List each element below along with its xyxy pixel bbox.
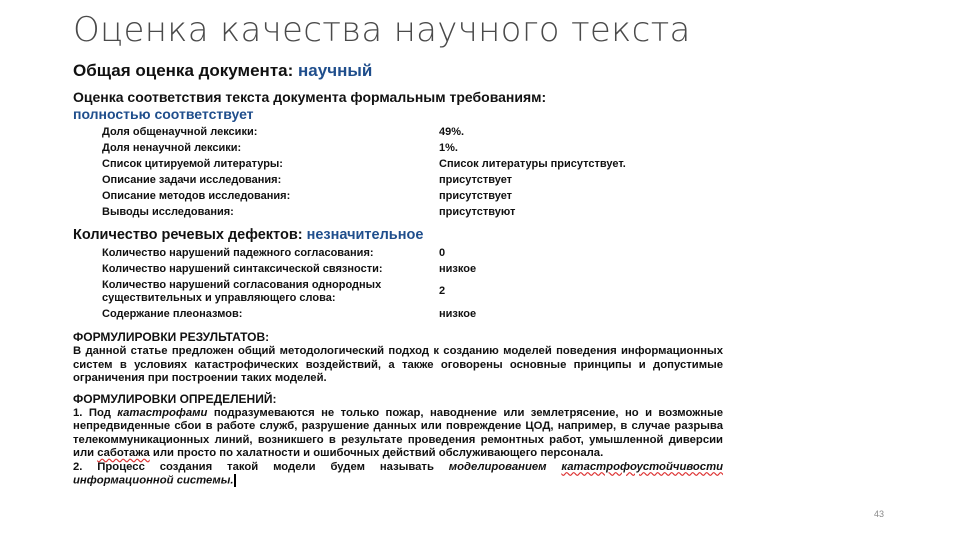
metric-row: Доля ненаучной лексики: 1%. — [102, 142, 458, 154]
defect-metrics-table — [102, 245, 723, 322]
metric-row: Содержание плеоназмов: низкое — [102, 308, 477, 320]
text-cursor — [234, 474, 236, 487]
slide-title: Оценка качества научного текста — [73, 10, 691, 50]
metric-row: Выводы исследования: присутствуют — [102, 206, 516, 218]
overall-label: Общая оценка документа: — [73, 61, 294, 80]
defects-value: незначительное — [306, 227, 424, 243]
overall-assessment — [73, 60, 723, 82]
term-modeling: моделированием — [448, 460, 547, 473]
term-catastrophes: катастрофами — [117, 406, 208, 419]
metric-row: Описание методов исследования: присутствует — [102, 190, 513, 202]
spellcheck-word: саботажа — [97, 447, 150, 459]
formal-label: Оценка соответствия текста документа формальным требованиям: — [73, 89, 547, 105]
metric-row: Количество нарушений падежного согласования: 0 — [102, 247, 446, 259]
metric-row: Количество нарушений синтаксической связности: низкое — [102, 263, 477, 275]
definitions-heading: ФОРМУЛИРОВКИ ОПРЕДЕЛЕНИЙ: — [73, 391, 277, 406]
spellcheck-word: катастрофоустойчивости — [561, 460, 724, 473]
term-information-system: информационной системы. — [73, 474, 234, 487]
metric-row: Список цитируемой литературы: Список литературы присутствует. — [102, 158, 626, 170]
metric-row: Описание задачи исследования: присутствует — [102, 174, 513, 186]
overall-value: научный — [298, 61, 373, 80]
formal-assessment — [73, 89, 723, 123]
metric-row: Доля общенаучной лексики: 49%. — [102, 126, 465, 138]
defects-assessment — [73, 227, 723, 244]
report-content — [73, 60, 723, 488]
formal-value: полностью соответствует — [73, 106, 254, 122]
defects-label: Количество речевых дефектов: — [73, 227, 303, 243]
definition-item-1: 1. Под катастрофами подразумеваются не только пожар, наводнение или землетрясение, но и возможные непредвиденные сбои в работе служб, разрушение данных или повреждение ЦОД, например, в случае разрыва телекоммуникационных линий, возникшего в результате проведения ремонтных работ, умышленной диверсии или саботажа или просто по халатности и ошибочных действий обслуживающего персонала. — [73, 406, 724, 459]
results-text: В данной статье предложен общий методологический подход к созданию моделей поведения информационных систем в условиях катастрофических воздействий, а также оговорены основные принципы и допустимые ограничения при построении таких моделей. — [73, 345, 723, 384]
results-heading: ФОРМУЛИРОВКИ РЕЗУЛЬТАТОВ: — [73, 330, 270, 344]
formal-metrics-table — [102, 124, 723, 220]
metric-row: Количество нарушений согласования однородных существительных и управляющего слова: 2 — [102, 279, 446, 304]
page-number: 43 — [874, 509, 885, 519]
definition-item-2: 2. Процесс создания такой модели будем называть моделированием катастрофоустойчивости информационной системы. — [73, 460, 724, 487]
